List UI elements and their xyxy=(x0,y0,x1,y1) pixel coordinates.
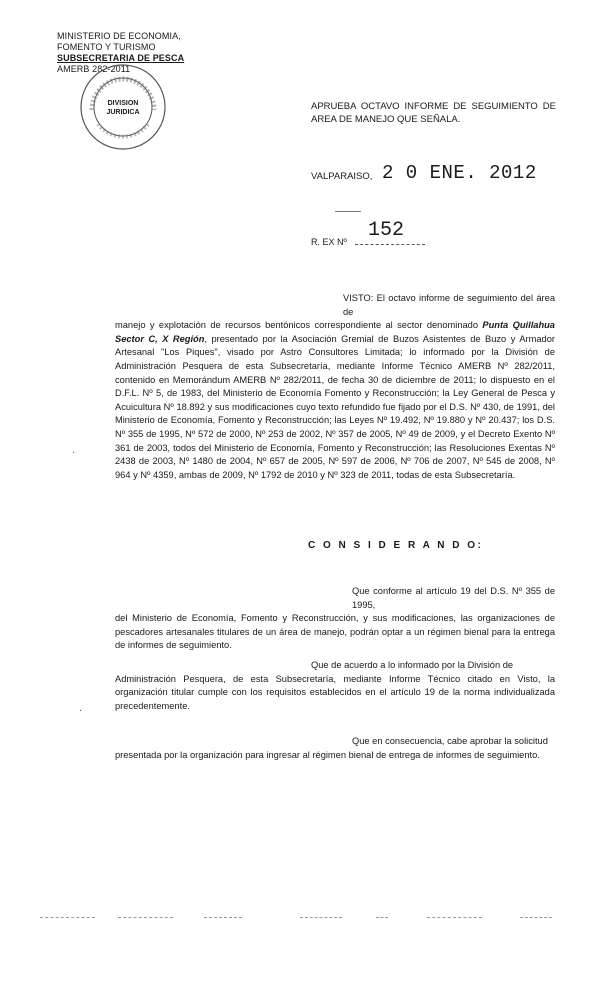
paragraph-body: del Ministerio de Economía, Fomento y Reconstrucción, y sus modificaciones, las organizaciones de pescadores artesanales titulares de un área de manejo, podrán optar a un régimen bienal para la entrega de informes de seguimiento. xyxy=(115,613,555,651)
visto-body-b: , presentado por la Asociación Gremial de Buzos Asistentes de Buzo y Armador Artesanal "Los Piques", visado por Astro Consultores Limitada; lo informado por la División de Administración Pesquera de esta Subsecretaría, mediante Informe Técnico AMERB Nº 282/2011, contenido en Memorándum AMERB Nº 282/2011, de fecha 30 de diciembre de 2011; lo dispuesto en el D.F.L. Nº 5, de 1983, del Ministerio de Economía Fomento y Reconstrucción; la Ley General de Pesca y Acuicultura Nº 18.892 y sus modificaciones cuyo texto refundido fue fijado por el D.S. Nº 430, de 1991, del Ministerio de Economía, Fomento y Reconstrucción; las Leyes Nº 19.492, Nº 19.880 y Nº 20.437; los D.S. Nº 355 de 1995, Nº 572 de 2000, Nº 253 de 2002, Nº 357 de 2005, Nº 49 de 2009, y el Decreto Exento Nº 361 de 2003, todos del Ministerio de Economía, Fomento y Reconstrucción; las Resoluciones Exentas Nº 2438 de 2003, Nº 1480 de 2004, Nº 657 de 2005, Nº 597 de 2006, Nº 706 de 2007, Nº 545 de 2008, Nº 964 y Nº 4359, ambas de 2009, Nº 1792 de 2010 y Nº 323 de 2011, todas de esta Subsecretaría. xyxy=(115,333,555,480)
considerando-paragraph-1 xyxy=(115,585,555,653)
bottom-dash-line xyxy=(376,917,388,918)
resolution-label: R. EX Nº xyxy=(311,237,347,247)
bottom-dash-line xyxy=(118,917,173,918)
reference-code: AMERB 282-2011 xyxy=(57,64,131,74)
document-title: APRUEBA OCTAVO INFORME DE SEGUIMIENTO DE AREA DE MANEJO QUE SEÑALA. xyxy=(311,101,556,125)
paragraph-body: presentada por la organización para ingresar al régimen bienal de entrega de informes de seguimiento. xyxy=(115,749,540,760)
resolution-underline xyxy=(355,244,425,245)
date-stamp: 2 0 ENE. 2012 xyxy=(382,162,537,184)
resolution-number: 152 xyxy=(368,219,405,242)
bottom-dash-line xyxy=(204,917,242,918)
visto-paragraph xyxy=(115,292,555,482)
place-label: VALPARAISO, xyxy=(311,171,373,182)
resolution-dash xyxy=(335,211,361,212)
visto-lead: VISTO: El octavo informe de seguimiento del área de xyxy=(343,293,555,317)
ministry-name-line2: FOMENTO Y TURISMO xyxy=(57,42,156,52)
visto-body xyxy=(115,319,555,482)
considerando-paragraph-3 xyxy=(115,735,555,762)
bottom-dash-line xyxy=(300,917,342,918)
margin-mark: · xyxy=(72,447,76,458)
bottom-dash-line xyxy=(427,917,482,918)
sector-name: Punta Quillahua Sector C, X Región xyxy=(115,320,555,344)
subsecretaria-name: SUBSECRETARIA DE PESCA xyxy=(57,53,185,63)
paragraph-lead: Que de acuerdo a lo informado por la División de xyxy=(311,660,514,670)
division-juridica-stamp xyxy=(78,62,168,152)
visto-body-a: manejo y explotación de recursos bentónicos correspondiente al sector denominado xyxy=(115,320,483,331)
margin-mark: · xyxy=(79,705,83,716)
stamp-label: DIVISION JURIDICA xyxy=(106,100,140,116)
paragraph-body: Administración Pesquera, de esta Subsecretaría, mediante Informe Técnico citado en Visto, la organización titular cumple con los requisitos establecidos en el artículo 19 de la norma individualizada precedentemente. xyxy=(115,673,555,711)
considerando-paragraph-2 xyxy=(115,659,555,713)
ministry-name-line1: MINISTERIO DE ECONOMIA, xyxy=(57,31,181,41)
paragraph-lead: Que conforme al artículo 19 del D.S. Nº 355 de 1995, xyxy=(352,586,555,610)
paragraph-lead: Que en consecuencia, cabe aprobar la solicitud xyxy=(352,736,548,746)
considerando-heading: C O N S I D E R A N D O: xyxy=(308,540,484,551)
bottom-dash-line xyxy=(40,917,95,918)
bottom-dash-line xyxy=(520,917,552,918)
